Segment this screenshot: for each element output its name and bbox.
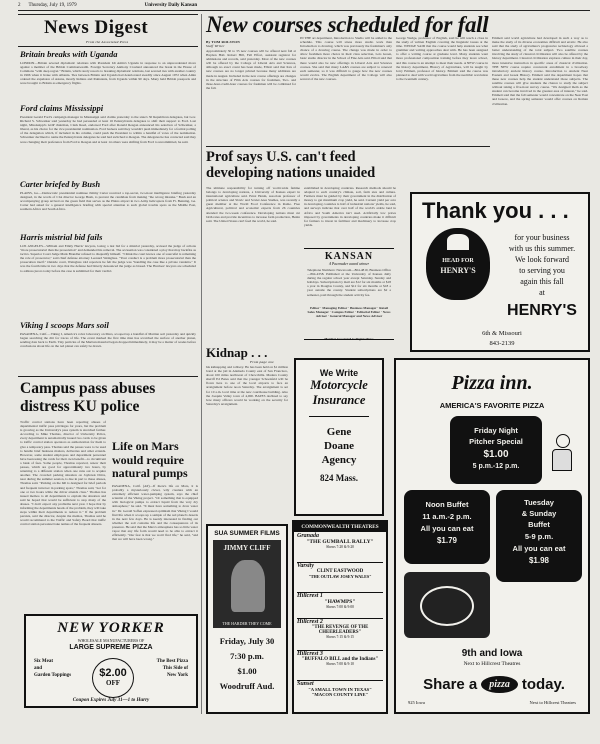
sua-films-ad (206, 524, 288, 714)
henrys-logo (426, 228, 490, 300)
page-number: 2 (18, 3, 21, 8)
henrys-message (496, 232, 588, 298)
pizza-inn-footer-addr: 925 Iowa (408, 700, 425, 705)
news-digest-title: News Digest (44, 17, 149, 38)
share-a-pizza-banner (408, 672, 580, 696)
kidnap-body: his kidnapping and robbery. He has been held on $1 million bond at the jail in Alameda County east of San Francisco, about 100 miles northwest of Chowchilla. Madera County sheriff Ed Bates said that the younger Schoenfeld will be flown here to one of the local airports to face an arraignment before noon Saturday. The arraignment is set for 10 a.m. local time at the new courthouse building. Also the Joaquin Valley town of 4,000. BATES declined to say how many officers would be working on the security for Saturday's arraignment. (206, 365, 288, 406)
henrys-line-4: to serving you (519, 266, 565, 275)
digest-headline-4: Harris mistrial bid fails (20, 232, 103, 242)
movie-time-4: Shows 7:15 & 9:15 (326, 635, 354, 639)
tuesday-price: $1.98 (528, 556, 550, 565)
theatre-name-6: Sunset (297, 681, 314, 687)
henrys-address: 6th & Missouri (482, 330, 522, 337)
henrys-line-6: at (539, 288, 545, 297)
kansan-footer: Member Associated Collegiate Press (324, 337, 374, 341)
henrys-phone: 843-2139 (489, 340, 515, 347)
share-end-text: today. (521, 675, 565, 693)
noon-line-1: Noon Buffet (425, 500, 469, 509)
new-courses-body-4: Emmett said world agriculture had developed in such a way as to make the study of its diverse economies difficult and erratic. He also said that the study of agriculture's progressive technology allowed a better understanding of the total subject. Two satellite courses involving the study of classical civilization will also be offered by the history department. Classical civilization explores culture in their day, more intensive instruction in specific areas of classical civilization. THE NEW course require concurrent enrollment in a broadway introductory ancient history course. Introduction to Ancient Near Eastern and Greek History. Emmett said the department hopes that these new courses help the student understand those subjects. The satellite courses will give students the chance to study the subject without taking a five-hour survey course. "We designed them as the student can become involved in the greatest area of interest," he said. Emmett said that the fall semester would concentrate on the Near East and Greece, and the spring semester would offer courses on Roman civilization. (492, 36, 588, 106)
digest-body-1: LONDON—Britain severed diplomatic relations with President Idi Amin's Uganda in response to an unprecedented move against a member of the British Commonwealth. Foreign Secretary Anthony Crosland announced the break in the House of Commons "with deep regret." Britain, which rarely resorts to breaking diplomatic relations, last severed ties with another country in 1966 when it broke with Albania. Ties between Britain and Uganda had deteriorated steadily since August 1972 when Amin ordered the expulsion of Asians, mostly Indians and Pakistanis, from Uganda within 90 days. Many held British passports and were brought to Britain as emergency flights. (20, 61, 196, 86)
column-rule (201, 14, 202, 714)
kansan-body: Telephone Numbers: Newsroom—864-4810, Business Office—864-4358. Published at the University of Kansas daily during the regular school year except Saturday, Sunday and holidays. Subscriptions by mail are $12 for six months or $18 a year in Douglas County, and $12 for six months or $18 a year outside the county. Student subscriptions are $2 a semester, paid through the student activity fee. (307, 268, 391, 297)
movie-title-2: CLINT EASTWOOD (316, 569, 364, 574)
mascot-icon (552, 434, 574, 474)
pizza-inn-brand: Pizza inn. (451, 372, 533, 394)
pizza-inn-ad (394, 358, 590, 714)
new-yorker-product: LARGE SUPREME PIZZA (69, 644, 153, 651)
movie-listing-3 (297, 593, 383, 619)
campus-body: Traffic control stations have been reporting abuses of departmental traffic pass privileges for years, but the problem is growing as the University's pass system is stretched farther. According to Mike Thomas, director of University Police, every department is automatically issued two cards to be given to traffic control station operators as authorization for them to give a temporary pass. Thomas said the passes were to be used to handle brief business matters, deliveries and other errands. However, some student employees and department personnel have been using the cards for their own benefit—to circumvent a bank of fees. Some people, Thomas reported, renew their passes, which are good for approximately two hours, by returning to a different station when one runs out to acquire another. The crowded parking situation on Jayhawk Drive, near during the summer session, is due in part to these abuses, Thomas said. "Parking on the hill is designed for brief periods and frequent turnover in parking spots," Thomas said, "not for one or two hours while the driver attends class." Thomas has issued memos to all departments to explain the situation and said he hoped that would be sufficient to stop many of the abuses. "I don't expect any problems next year. I hope that by informing the departments heads of the problem, they will take steps within their departments to reduce it." If the problem persists, said the director, despite the memos, Thomas said he would recommend to the Traffic and Safety Board that traffic control station personnel take names of the frequent abusers. (20, 420, 106, 527)
henrys-logo-top: HEAD FOR (442, 258, 474, 264)
new-courses-headline: New courses scheduled for fall (206, 12, 489, 37)
henrys-line-5: again this fall (520, 277, 564, 286)
sua-header: SUA SUMMER FILMS (214, 530, 280, 537)
pizza-inn-location-sub: Next to Hillcrest Theatres (463, 661, 521, 667)
henrys-thank-you: Thank you . . . (422, 198, 569, 223)
prof-headline: Prof says U.S. can't feed developing nations unaided (206, 149, 376, 181)
movie-title-5: "BUFFALO BILL and the Indians" (301, 657, 379, 662)
new-courses-body-2: IN THE art department, Introduction to Studio will be added to the schedule. This course will stress more studio work than Introduction to drawing, which was previously the freshman's only chance of a drawing course. The change was made in order to allow freshmen more choice in their class selection, Lois Green, basic studio director in the School of Fine Arts said. Elliott said that there would also be new offerings in Liberal Arts and Sciences courses. She said that many LA&S courses are subject to renewal each semester, so it was difficult to gauge how the new courses would evolve. The English department of the College will also several of the new courses. (300, 36, 392, 81)
tuesday-line-5: All you can eat (512, 544, 566, 553)
theatre-name-4: Hillcrest 2 (297, 619, 323, 625)
new-yorker-left-3: Garden Toppings (34, 673, 72, 678)
new-yorker-price: $2.00 (99, 667, 127, 679)
sua-time: 7:30 p.m. (230, 651, 264, 661)
kansan-tagline: A Pacemaker award winner (328, 262, 370, 266)
tuesday-line-1: Tuesday (524, 498, 554, 507)
new-yorker-right (157, 658, 188, 679)
digest-body-5: PASADENA, Calif.—Viking I, America's robot laboratory on Mars, scooped up a handful of Martian soil yesterday and quickly began searching the dirt for traces of life. The event marked the first time man has scratched the surface of another planet, sending data back to Earth. Tiny particles of the Martian material began dropped immediately, it may be a matter of weeks before conclusions about life on the red planet can safely be drawn. (20, 332, 196, 349)
noon-line-3: All you can eat (420, 524, 474, 533)
new-yorker-brand: NEW YORKER (57, 620, 165, 636)
share-pizza-badge: pizza (481, 676, 518, 693)
kansan-staff: Editor · Managing Editor · Business Manager · Retail Sales Manager · Campus Editor · Editorial Editor · News Adviser · General Manager and News Adviser (307, 306, 391, 319)
kidnap-from-page: From page one (250, 360, 274, 364)
digest-body-2: President Gerald Ford's campaign manager in Mississippi said claims yesterday to the state's 30 Republican delegates, but Gov. Richard S. Schweiker said yesterday he had persuaded at least 16 Pennsylvania delegates to shift their support to Ford. Last night, Mississippi's GOP chairman, Clark Reed, endorsed Ford after Ronald Reagan announced his selection of Schweiker, a liberal, as his choice for the vice presidential nomination. Ford backers said they wouldn't push immediately for a formal polling of the delegation which, if included in his column, could push the President to within a handful of votes of the nomination. Schweiker declined to name the Pennsylvania delegates he said had switched to Reagan. The delegates he has contacted said they were changing their preference from Ford to Reagan and at least 14 others were shifting from Ford to uncommitted, he said. (20, 115, 196, 144)
folio-date: Thursday, July 19, 1979 (28, 3, 77, 8)
henrys-brand: HENRY'S (507, 302, 577, 319)
digest-headline-2: Ford claims Mississippi (20, 103, 104, 113)
sua-film-name: JIMMY CLIFF (223, 544, 271, 552)
prof-body-2: established in developing countries. Research methods should be adapted to each country's climate, soil, farm size and culture. Farmers must be guided by their government in the distribution of money to get maximum crop yield, he said. Current yield per acre in developing countries is half of industrial nations' yields, he said, and surveys indicate that over half of the world's arable land in Africa and South America isn't used. Artificially low prices imposed by governments in developing countries make it difficult for farmers to invest in fertilizer and machinery to increase crop yields. (304, 186, 396, 227)
folio (18, 3, 588, 8)
prof-body-1: The ultimate responsibility for turning off world-wide famine belongs to developing nations, a University of Kansas expert in international agriculture said. Ernst Henin, associate professor of political science and Slavic and Soviet Area Studies, was recently a guest member at the World Food Conference in Rome. Free Agricultural, political and economic experts from 26 countries attended the two-week conference. Developing nations must cut birth rates and provide incentives to increase farm production, Henin said. The United States can't feed the world, he said. (206, 186, 300, 223)
noon-line-2: 11 a.m.-2 p.m. (422, 512, 472, 521)
henrys-line-3: We look forward (514, 255, 569, 264)
new-yorker-right-1: The Best Pizza (156, 659, 188, 664)
pizza-box-photo (404, 572, 490, 638)
friday-line-1: Friday Night (474, 426, 518, 435)
friday-price: $1.00 (483, 449, 509, 460)
chef-hat-icon (447, 234, 469, 250)
new-yorker-price-sub: OFF (106, 679, 120, 687)
movie-listing-6 (297, 681, 383, 711)
new-courses-bottom-rule (206, 146, 490, 147)
digest-body-3: PLAINS, Ga.—Democratic presidential nominee Jimmy Carter received a top-secret, two-hour intelligence briefing yesterday designed, in the words of CIA director George Bush, to prevent the candidate from making "the wrong mistake." Bush and an accompanying group arrived on the green field that serves as the Plains airport in two Army helicopters from Ft. Benning, Ga. Carter had asked for a general intelligence briefing with special attention to such global trouble spots as the Middle East, southern Africa and South Africa. (20, 191, 196, 212)
new-yorker-left-1: Six Meat (34, 659, 54, 664)
pizza-inn-location: 9th and Iowa (461, 648, 523, 659)
motorcycle-agency (296, 425, 382, 467)
tuesday-line-2: & Sunday (521, 509, 557, 518)
film-portrait (231, 560, 265, 612)
digest-headline-5: Viking I scoops Mars soil (20, 320, 109, 330)
digest-bottom-rule (18, 376, 198, 377)
movie-time-2: "THE OUTLAW JOSEY WALES" (308, 574, 372, 579)
henrys-ad (410, 192, 590, 352)
agency-line-3: Agency (321, 454, 357, 466)
digest-sub-rule (18, 46, 198, 47)
theatre-name-5: Hillcrest 3 (297, 651, 323, 657)
tuesday-line-3: Buffet (528, 520, 550, 529)
theatre-name-2: Varsity (297, 563, 315, 569)
movie-title-6: "A SMALL TOWN IN TEXAS" (308, 687, 372, 692)
pizza-inn-footer-next: Next to Hillcrest Theatres (529, 700, 576, 705)
digest-headline-1: Britain breaks with Uganda (20, 49, 118, 59)
new-courses-body-3: George Wedge, professor of English, said he will teach a class in the study of written English covering the linguistic issues at the time. WEDGE SAID that the course would help students see what grammar and writing approaches deal with. He has been assigned to offer a writing course at graduate level. Many students want more professional composition training before they leave school, and this course is an attempt to meet their needs. A NEW course in the history department, History of Agriculture, will be taught by Jerry Emmett, professor of history. Emmett said the course was planned to deal with world agriculture from the neolithic revolution to the twentieth century. (396, 36, 488, 81)
digest-headline-3: Carter briefed by Bush (20, 179, 101, 189)
share-text: Share a (423, 675, 478, 693)
new-yorker-sub: WHOLESALE MANUFACTURERS OF (77, 638, 145, 643)
folio-rule (18, 10, 590, 11)
movie-time-3: Shows 7:00 & 9:00 (326, 605, 354, 609)
motorcycle-address: 824 Mass. (320, 473, 358, 483)
kansan-masthead-box (304, 248, 394, 340)
kidnap-headline: Kidnap . . . (206, 345, 268, 360)
new-yorker-left-2: and (34, 666, 43, 671)
sua-film-poster (213, 540, 281, 628)
movie-title-4: "THE REVENGE OF THE CHEERLEADERS" (311, 625, 369, 635)
digest-top-rule (18, 14, 198, 15)
movie-listings (294, 532, 386, 712)
henrys-logo-brand: HENRY'S (440, 266, 476, 275)
movie-time-6: "MACON COUNTY LINE" (311, 692, 369, 697)
new-yorker-left (34, 658, 71, 679)
movie-listing-4 (297, 619, 383, 651)
life-on-mars-body: PASADENA, Calif. (AP)—If there's life on Mars, it is probably a mysteriously clever, wily creature with an extremely efficient water-pumping system, says the chief scientist of the Viking project. "Or something that is equipped with biological pumps to extract liquid from the very dry atmosphere," he said. "It must have something to draw water in." Dr. Gerald Soffen expressed optimism that Viking I would find life when it scoops up a sample of the red planet's deserts in the next few days. He is keenly interested in finding out whether the soil contains life and the consequences of its presence. He said that the Mars's atmosphere has so little water vapor that any life form would need to be able to extract it efficiently. "Our fear is that we won't find life," he said, "and that we will have been wrong." (112, 484, 198, 542)
new-yorker-right-3: New York (166, 673, 188, 678)
movie-time-5: Shows 7:00 & 9:10 (326, 662, 354, 666)
sua-date: Friday, July 30 (219, 636, 275, 646)
commonwealth-header: COMMONWEALTH THEATRES (294, 522, 386, 532)
movie-time-1: Shows 7:20 & 9:20 (326, 545, 354, 549)
friday-special-box (450, 416, 542, 484)
noon-price: $1.79 (436, 536, 458, 545)
movie-listing-2 (297, 563, 383, 593)
movie-listing-5 (297, 651, 383, 681)
news-digest-subtitle: From the Associated Press (86, 40, 129, 44)
tuesday-buffet-box (496, 490, 582, 582)
theatre-name-1: Granada (297, 533, 320, 539)
campus-headline: Campus pass abuses distress KU police (20, 380, 156, 415)
pizza-illustration (92, 658, 134, 698)
pizza-inn-tagline: AMERICA'S FAVORITE PIZZA (439, 401, 545, 410)
movie-listing-1 (297, 533, 383, 563)
new-courses-body-1: Approximately 30 to 35 new courses will be offered next fall at Hayden Hall. Robert Hill, Fall Effort, assistant registrar for admissions and records, said yesterday. Most of the new courses will be offered by the College of Liberal Arts and Sciences, although no exact count has been made, Elliott said that lists of new courses are no longer printed because many additions are made in August. Included in the new course offerings are changes in the structure of Film Arts courses for freshmen, Two- and three-hour-credit-hour courses for freshmen will be combined for the fall. (206, 49, 296, 90)
movie-title-3: "HAWMPS" (324, 599, 356, 605)
friday-line-2: Pitcher Special (469, 437, 523, 446)
noon-buffet-box (404, 490, 490, 564)
new-yorker-right-2: This Side of (162, 666, 188, 671)
movie-title-1: "THE GUMBALL RALLY" (306, 539, 374, 545)
motorcycle-line-2: Motorcycle (310, 378, 368, 392)
sua-film-subtitle: THE HARDER THEY COME (222, 621, 272, 626)
paper-name: University Daily Kansan (144, 3, 198, 8)
life-on-mars-headline: Life on Mars would require natural pumps (112, 439, 188, 480)
motorcycle-divider (309, 416, 369, 417)
agency-line-2: Doane (324, 440, 354, 452)
motorcycle-line-1: We Write (319, 368, 359, 378)
agency-line-1: Gene (326, 426, 352, 438)
kansan-title: KANSAN (324, 251, 374, 262)
motorcycle-line-3: Insurance (312, 393, 366, 407)
friday-hours: 5 p.m.-12 p.m. (472, 463, 520, 470)
motorcycle-insurance-ad (294, 358, 384, 516)
henrys-line-2: with us this summer. (508, 244, 576, 253)
new-yorker-coupon: Coupon Expires July 31—1 to Hurry (72, 698, 150, 703)
theatre-name-3: Hillcrest 1 (297, 593, 323, 599)
sua-price: $1.00 (237, 666, 257, 676)
sua-venue: Woodruff Aud. (219, 681, 275, 691)
henrys-line-1: for your business (514, 233, 570, 242)
new-courses-byline-sub: Staff Writer (206, 44, 225, 48)
tuesday-line-4: 5-9 p.m. (524, 532, 554, 541)
commonwealth-theatres-ad (292, 520, 388, 714)
new-courses-byline: By TOM ROLSTON (206, 40, 240, 44)
new-yorker-ad (24, 614, 198, 708)
digest-body-4: LOS ANGELES—William and Emily Harris' lawyers, losing a last bid for a mistrial yesterday, accused the judge of actions "more prosecutorial than the prosecution" and demanded his removal. The accusation was considered a ploy that may backfire as tactics. Superior Court Judge Mark Brandler refused to disqualify himself. "I think the court knows one of sourceful is remaining the role of prosecutor," said chief defense attorney Leonard Weinglass. "Your conduct is a problem more prosecutorial than the prosecution itself." Outside court, Weinglass told reporters he felt the judge was "handling the case like a private vendetta." It was the fourth time in two days that the defense had bitterly denounced the judge as biased. The Harrises' lawyers are scheduled to address jurors today before the case is submitted for their verdict. (20, 244, 196, 273)
pizza-icon (420, 586, 474, 626)
